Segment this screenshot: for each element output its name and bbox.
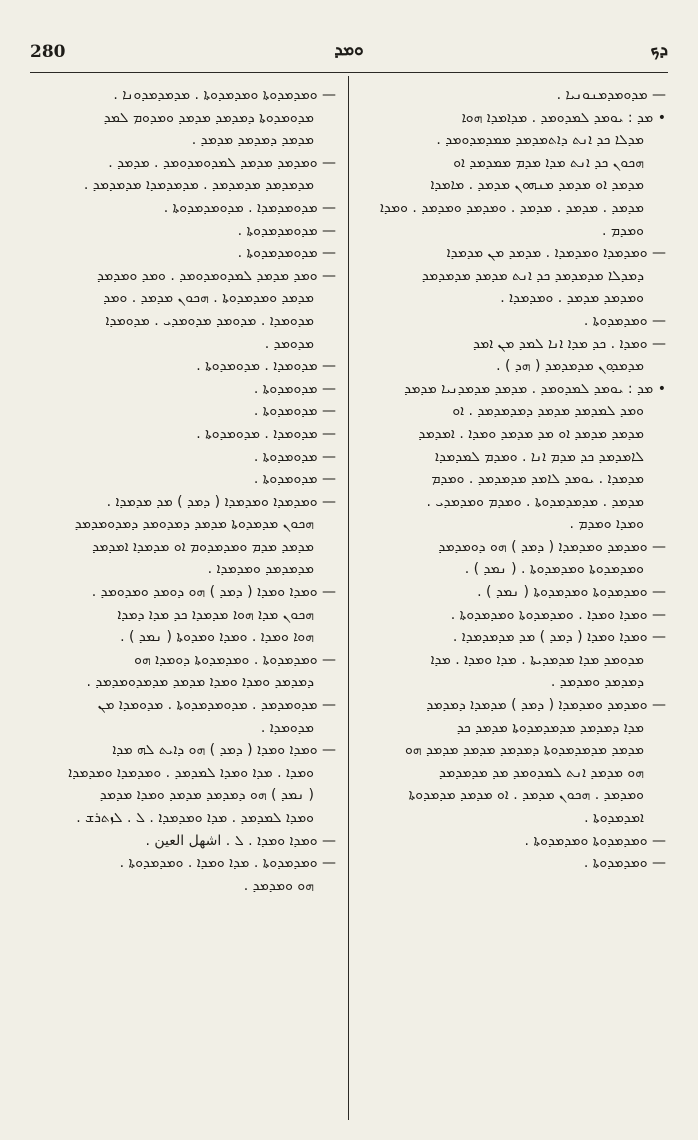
text-line: — ܘܡܕܡܕܘܬܐ . bbox=[583, 855, 666, 872]
text-line: ܘܡܕܐ ܘܡܕܡ . bbox=[569, 516, 644, 533]
text-line: — ܘܡܕܡܕܘܬܐ . bbox=[583, 312, 666, 329]
text-line: — ܡܕܘܡܕܡܕܘܬܐ . bbox=[237, 245, 336, 262]
text-line: ܗܘܐ ܘܡܕܐ . ܘܡܕܐ ܘܡܕܘܬܐ ( ܢܡܕ ) . bbox=[120, 629, 314, 646]
text-line: — ܘܡܕܡܕܘܬܐ ܘܡܕܡܕܘܬܐ . ܡܕܡܕܡܕܘܢܐ . bbox=[113, 87, 336, 103]
column-divider bbox=[348, 76, 349, 1120]
text-line: — ܘܡܕܡܕܘܬܐ . ܡܕܐ ܘܡܕܐ . ܘܡܕܡܕܘܬܐ . bbox=[119, 855, 336, 872]
text-line: — ܘܡܕܐ ܘܡܕܐ . ܘܡܕܡܕܘܬܐ ܘܡܕܡܕܘܬܐ . bbox=[450, 606, 666, 623]
text-line: — ܡܕܘܡܕܐ . ܡܕܘܡܕܘܬܐ . bbox=[196, 425, 336, 442]
text-line: ܘܡܕܡ . bbox=[601, 222, 644, 239]
running-headword: ܘܡܕ bbox=[334, 40, 364, 60]
text-line: ܘܡܕܡܕ ܡܕܡܕ . ܘܡܕܡܕܐ . bbox=[500, 290, 644, 307]
text-line: ܡܕܡܕ . ܡܕܡܕ . ܡܕܡܕ . ܘܡܕܡܕ ܘܡܕܡܕ . ܘܡܕܐ bbox=[379, 199, 644, 216]
page-number: 280 bbox=[30, 42, 66, 62]
text-line: ܕܡܕܡܕ ܘܡܕܐ ܘܡܕܐ ܡܕܡܕ ܡܕܡܕܘܡܕܡܕ . bbox=[86, 674, 314, 691]
text-line: ܕܡܕܡܕ ܘܡܕܡܕ . bbox=[550, 674, 644, 691]
text-line: ܡܕܡܕ ܕܡܕܡܕ ܡܕܡܕ . bbox=[191, 132, 314, 149]
text-line: ܡܕܡܕ . ܡܕܡܕܡܕܘܬܐ . ܘܡܕܡ ܘܡܕܡܕܝ . bbox=[426, 493, 644, 510]
text-line: — ܘܡܕܡܕ ܡܕܡܕ ܠܡܕܘܡܕܘܡܕ . ܡܕܡܕ . bbox=[108, 154, 336, 171]
text-line: ܠܐܡܕܡܕ ܟܕ ܡܕܡ ܐܢܐ . ܘܡܕܡ ܠܡܕܡܕܐ bbox=[435, 448, 644, 465]
text-line: — ܡܕܘܡܕܐ . ܡܕܘܡܕܘܬܐ . bbox=[196, 358, 336, 375]
text-line: — ܘܡܕܡܕܘܬܐ ܘܡܕܡܕܘܬܐ . bbox=[524, 832, 666, 849]
text-line: ܡܕܘܡܕ . bbox=[264, 335, 314, 352]
text-line: ܡܕܡܕ ܡܕܡ ܘܡܕܡܕܘܡ ܐܘ ܡܕܡܕܐ ܐܡܕܡܕ bbox=[92, 538, 314, 555]
text-line: • ܡܕ : ܝܘܡܕ ܠܡܕܘܡܕ . ܡܕܐܡܕܐ ܗܘܐ bbox=[461, 109, 666, 126]
section-headword: ܕܟ bbox=[650, 40, 668, 60]
text-line: — ܘܡܕܡܕܐ ܘܡܕܡܕܐ ( ܕܡܕ ) ܡܕ ܡܕܡܕܐ . bbox=[106, 493, 336, 510]
text-line: ܡܕܡܕܐ . ܝܘܡܕ ܠܐܡܕ ܡܕܡܕܡܕ . ܘܡܕܡ bbox=[431, 471, 644, 488]
text-line: • ܡܕ : ܝܘܡܕ ܠܡܕܘܡܕ . ܡܕܡܕ ܡܕܡܕܢܝܐ ܡܕܡܕ bbox=[404, 380, 666, 397]
text-line: — ܡܕܘܡܕܡܢܘܢܝܐ . bbox=[556, 87, 666, 103]
text-line: ܗܟܘܢ ܡܕܐ ܗܘܐ ܡܕܡܕܐ ܟܕ ܡܕܐ ܕܡܕܐ bbox=[117, 606, 314, 623]
text-line: ܘܡܕ ܠܡܕܡܕ ܡܕܡܕ ܕܡܕܡܕܡܕ . ܐܘ bbox=[452, 403, 644, 420]
text-line: — ܘܡܕܡܕܘܬܐ . ܘܡܕܡܕܘܬܐ ܕܘܡܕܐ ܗܘ bbox=[134, 651, 336, 668]
text-line: — ܡܕܘܡܕܘܬܐ . bbox=[253, 380, 336, 397]
text-line: — ܘܡܕܐ ܘܡܕܐ . ܠ . اشهل العين . bbox=[145, 832, 336, 849]
text-line: ܘܡܕܡܕܘܬܐ ܘܡܕܡܕܘܬܐ . ( ܢܡܕ ) . bbox=[464, 561, 644, 578]
text-line: ܡܕܠܐ ܟܕ ܐܢܬ ܕܐܬܡܕܡܕ ܡܡܕܡܕܘܡܕ . bbox=[436, 132, 644, 149]
text-line: — ܘܡܕܡܕܘܬܐ ܘܡܕܡܕܘܬܐ ( ܢܡܕ ) . bbox=[477, 584, 666, 601]
text-line: — ܡܕܘܡܕܘܬܐ . bbox=[253, 403, 336, 420]
text-line: — ܡܕܘܡܕܡܕ . ܡܕܘܡܕܡܕܘܬܐ . ܡܕܘܡܕܐ ܡܢ bbox=[97, 697, 336, 714]
text-line: — ܘܡܕܡܕ ܘܡܕܡܕܐ ( ܕܡܕ ) ܗܘ ܕܘܡܕܡܕ bbox=[438, 538, 666, 555]
text-line: ܡܕܘܡܕܘܬܐ ܕܡܕܡܕ ܡܕܡܕ ܘܡܕܘܡ ܠܡܕ bbox=[103, 109, 314, 126]
right-column bbox=[362, 84, 666, 875]
text-line: ܕܡܕܠܐ ܡܕܡܕܡܕ ܟܕ ܐܢܬ ܡܕܡܕ ܡܕܡܕܡܕ bbox=[421, 267, 644, 284]
text-line: ܗܘ ܡܕܡܕ ܐܢܬ ܠܡܕܘܡܕ ܡܕ ܡܕܡܕܡܕ bbox=[438, 764, 644, 781]
text-line: ( ܢܡܕ ) ܗܘ ܕܡܕܡܕ ܡܕܡܕ ܘܡܕܐ ܡܕܡܕ bbox=[99, 787, 314, 804]
text-line: ܗܟܘܢ ܡܕܡܕܘܬܐ ܡܕܡܕ ܕܡܕܘܡܕ ܕܡܕܘܡܕܡܕ bbox=[74, 516, 314, 533]
text-line: — ܡܕܘܡܕܘܬܐ . bbox=[253, 471, 336, 488]
text-line: ܗܟܘܢ ܟܕ ܐܢܬ ܡܕܐ ܡܕܡ ܡܡܕܡܕ ܐܘ bbox=[453, 154, 644, 171]
text-line: ܡܕܘܡܕܐ . bbox=[260, 719, 314, 736]
text-line: — ܘܡܕ ܡܕܡܕ ܠܡܕܘܡܕܘܡܕ . ܘܡܕ ܘܡܕܡܕ bbox=[97, 267, 336, 284]
left-column bbox=[32, 84, 336, 897]
header-rule bbox=[30, 72, 668, 73]
text-line: ܡܕܡܕܘܢ ܡܕܡܕܡܕ ( ܗܕ ) . bbox=[496, 358, 644, 375]
text-line: ܗܘ ܘܡܕܡܕ . bbox=[243, 877, 314, 894]
text-line: — ܘܡܕܡܕ ܘܡܕܡܕܐ ( ܕܡܕ ) ܡܕܡܕܐ ܕܡܕܡܕ bbox=[426, 697, 666, 714]
text-line: ܡܕܡܕ ܘܡܕܡܕܘܬܐ . ܗܟܘܢ ܡܕܡܕ . ܘܡܕ bbox=[103, 290, 314, 307]
text-line: — ܘܡܕܐ ܘܡܕܐ ( ܕܡܕ ) ܡܕ ܡܕܡܕܡܕܐ . bbox=[452, 629, 666, 646]
page-header bbox=[30, 40, 668, 70]
text-line: ܐܡܕܡܕܘܬܐ . bbox=[584, 810, 644, 826]
text-line: ܡܕܘܡܕ ܡܕܐ ܡܕܡܕܝܬܐ . ܡܕܐ ܘܡܕܐ . ܡܕܐ bbox=[430, 651, 644, 668]
text-line: — ܡܕܘܡܕܡܕܐ . ܡܕܘܡܕܡܕܘܬܐ . bbox=[163, 199, 336, 216]
text-line: — ܡܕܘܡܕܡܕܘܬܐ . bbox=[237, 222, 336, 239]
text-line: — ܘܡܕܐ ܘܡܕܐ ( ܕܡܕ ) ܗܘ ܕܐܝܬ ܠܗ ܡܕܐ bbox=[112, 742, 336, 759]
text-line: — ܘܡܕܐ ܘܡܕܐ ( ܕܡܕ ) ܗܘ ܕܘܡܕ ܘܡܕܘܡܕ . bbox=[91, 584, 336, 601]
text-line: ܡܕܡܕ ܡܕܡܕܡܕܘܬܐ ܕܡܕܡܕ ܡܕܡܕ ܡܕܡܕ ܗܘ bbox=[404, 742, 644, 759]
text-line: ܘܡܕܡܕ . ܗܟܘܢ ܡܕܡܕ . ܐܘ ܡܕܡܕ ܡܕܡܕܘܬܐ bbox=[408, 787, 644, 804]
text-line: ܘܡܕܐ ܠܡܕܡܕ . ܡܕܐ ܘܡܕܡܕܐ . ܠ . ܠܙܬܪܫ . bbox=[76, 810, 314, 826]
text-line: ܡܕܡܕܡܕ ܡܕܡܕܡܕ . ܡܕܡܕܡܕܐ ܡܕܡܕܡܕ . bbox=[83, 177, 314, 194]
text-line: ܡܕܡܕ ܡܕܡܕ ܐܘ ܡܕ ܡܕܡܕ ܘܡܕܐ . ܐܡܕܡܕ bbox=[418, 425, 644, 442]
text-line: ܘܡܕܐ . ܡܕܐ ܘܡܕܐ ܠܡܕܡܕ . ܘܡܕܡܕܐ ܘܡܕܡܕܐ bbox=[68, 764, 314, 781]
text-line: ܡܕܘܡܕܐ . ܡܕܘܡܕ ܡܕܘܡܕܝ . ܡܕܘܡܕܐ bbox=[105, 312, 314, 329]
text-line: — ܡܕܘܡܕܘܬܐ . bbox=[253, 448, 336, 465]
text-line: ܡܕܐ ܕܡܕܡܕ ܡܕܡܕܡܕܘܬܐ ܡܕܡܕ ܟܕ bbox=[456, 719, 644, 736]
text-line: ܡܕܡܕܡܕ ܘܡܕܡܕܐ . bbox=[207, 561, 314, 578]
text-line: — ܘܡܕܐ . ܟܕ ܡܕܐ ܐܢܐ ܠܡܕ ܡܢ ܐܡܕ bbox=[473, 335, 666, 352]
text-line: — ܘܡܕܡܕܐ ܘܡܕܡܕܐ . ܡܕܡܕ ܡܢ ܡܕܡܕܐ bbox=[446, 245, 666, 262]
text-line: ܡܕܡܕ ܐܘ ܡܕܡܕ ܡܢܗܘܢ ܡܕܡܕ . ܡܐܡܕܐ bbox=[430, 177, 644, 194]
